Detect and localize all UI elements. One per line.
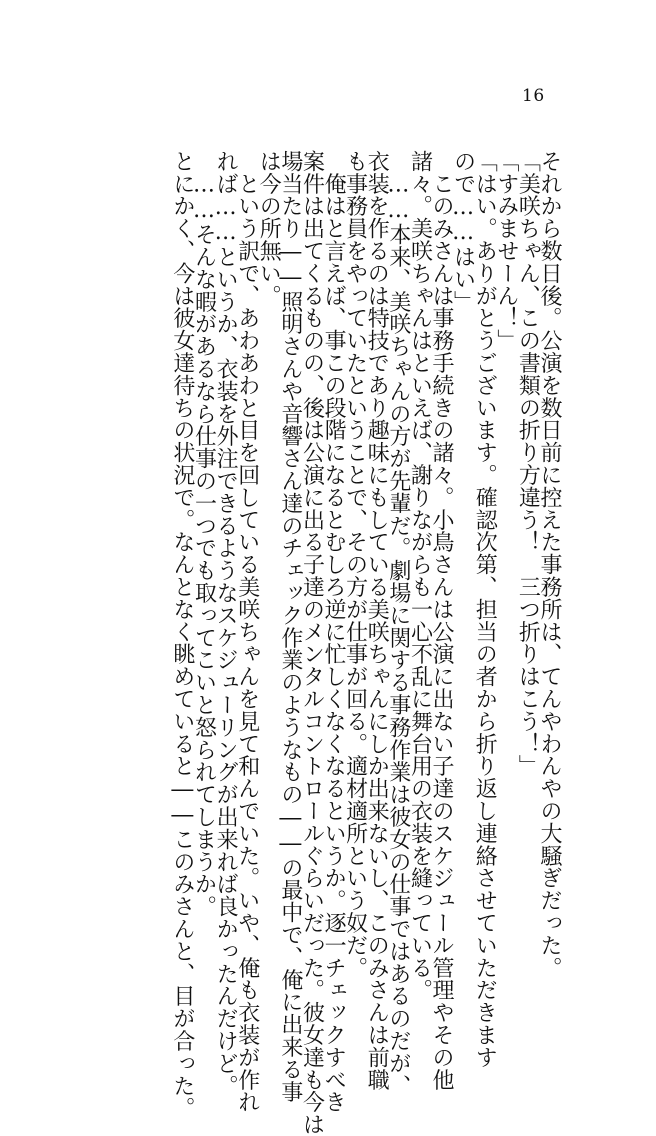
vertical-text-body (169, 150, 562, 1136)
text-line: 諸々。美咲ちゃんはといえば、謝りながらも一心不乱に舞台用の衣装を縫っている。 (407, 150, 433, 1002)
text-line: れば……というか、衣装を外注できるようなスケジューリングが出来れば良かったんだけど。 (213, 150, 239, 1097)
text-line: それから数日後。公演を数日前に控えた事務所は、てんやわんやの大騒ぎだった。 (537, 150, 562, 979)
text-line: ……本来、美咲ちゃんの方が先輩だ。劇場に関する事務作業は彼女の仕事ではあるのだが、 (385, 150, 411, 1097)
text-line: 俺はと言えば、事この段階になるとむしろ逆に忙しくなくなるというか。逐一チェックすべき (321, 150, 347, 1114)
text-line: 「美咲ちゃん、この書類の折り方違う！ 三つ折りはこう！」 (515, 150, 541, 778)
text-line: 「はい。ありがとうございます。確認次第、担当の者から折り返し連絡させていただきます (472, 150, 498, 1069)
page-number: 16 (522, 86, 545, 106)
text-line: は今の所無い。 (256, 150, 282, 307)
text-line: とにかく、今は彼女達待ちの状況で。なんとなく眺めていると――このみさんと、目が合った。 (169, 150, 195, 1120)
text-line: このみさんは事務手続きの諸々。小鳥さんは公演に出ない子達のスケジュール管理やその他 (429, 150, 455, 1091)
text-line: 場当たり――照明さんや音響さん達のチェック作業のようなもの――の最中で、俺に出来る事 (277, 150, 303, 1103)
text-line: という訳で、あわあわと目を回している美咲ちゃんを見て和んでいた。いや、俺も衣装が作れ (234, 150, 260, 1114)
text-line: 案件は出てくるものの、後は公演に出る子達のメンタルコントロールぐらいだった。彼女達も今は (299, 150, 325, 1136)
text-line: 衣装を作るのは特技であり趣味にもしている美咲ちゃんにしか出来ないし、このみさんは前職 (364, 150, 390, 1091)
text-line: 「すみませーん！」 (493, 150, 519, 352)
text-line: ので……はい」 (450, 150, 476, 313)
text-line: ……そんな暇があるなら仕事の一つでも取ってこいと怒られてしまうか。 (191, 150, 217, 918)
text-line: も事務員をやっていたということで、その方が仕事が回る。適材適所という奴だ。 (342, 150, 368, 979)
